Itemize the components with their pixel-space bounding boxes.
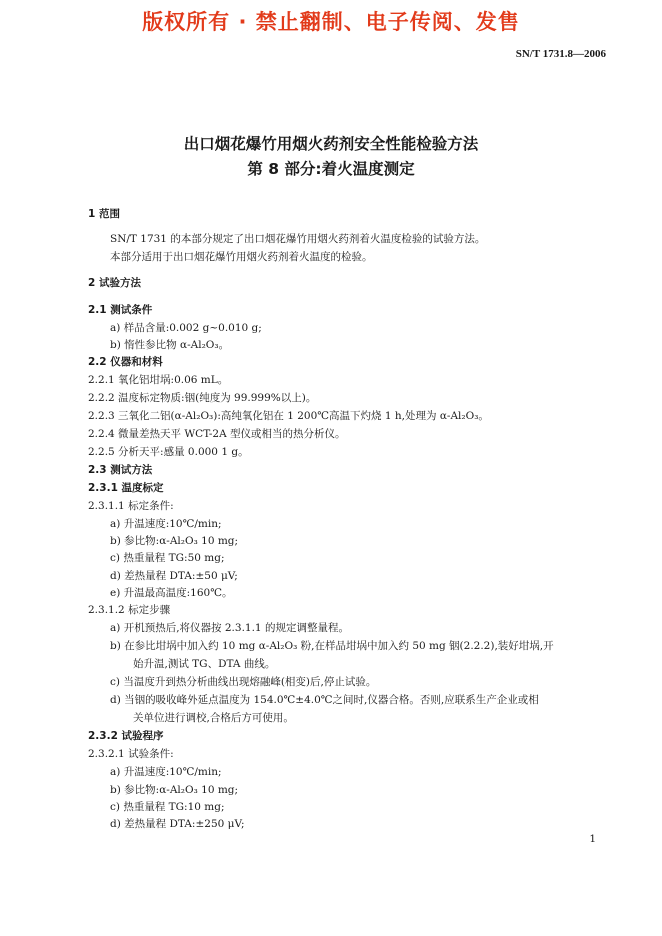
list-item: b) 惰性参比物 α-Al₂O₃。 xyxy=(110,339,230,351)
list-item: c) 热重量程 TG:10 mg; xyxy=(110,801,225,813)
subsection-heading: 2.1 测试条件 xyxy=(88,304,153,316)
list-item: d) 当铟的吸收峰外延点温度为 154.0℃±4.0℃之间时,仪器合格。否则,应联系生产企业或相 xyxy=(110,694,539,706)
list-item: c) 当温度升到热分析曲线出现熔融峰(相变)后,停止试验。 xyxy=(110,676,377,688)
list-item: c) 热重量程 TG:50 mg; xyxy=(110,552,225,564)
clause: 2.3.1.1 标定条件: xyxy=(88,500,174,512)
subsection-heading: 2.3.2 试验程序 xyxy=(88,730,164,742)
section-heading: 2 试验方法 xyxy=(88,277,141,289)
list-item: d) 差热量程 DTA:±50 μV; xyxy=(110,570,238,582)
list-item-continuation: 始升温,测试 TG、DTA 曲线。 xyxy=(133,658,276,670)
document-title: 出口烟花爆竹用烟火药剂安全性能检验方法 xyxy=(183,135,479,153)
paragraph: SN/T 1731 的本部分规定了出口烟花爆竹用烟火药剂着火温度检验的试验方法。 xyxy=(110,233,486,245)
subsection-heading: 2.3 测试方法 xyxy=(88,464,153,476)
list-item: b) 在参比坩埚中加入约 10 mg α-Al₂O₃ 粉,在样品坩埚中加入约 50 mg 铟(2.2.2),装好坩埚,开 xyxy=(110,640,554,652)
clause: 2.3.1.2 标定步骤 xyxy=(88,604,171,616)
list-item: a) 升温速度:10℃/min; xyxy=(110,518,222,530)
subsection-heading: 2.2 仪器和材料 xyxy=(88,356,163,368)
list-item: a) 开机预热后,将仪器按 2.3.1.1 的规定调整量程。 xyxy=(110,622,349,634)
copyright-watermark: 版权所有 · 禁止翻制、电子传阅、发售 xyxy=(142,10,520,34)
list-item: b) 参比物:α-Al₂O₃ 10 mg; xyxy=(110,784,239,796)
standard-code: SN/T 1731.8—2006 xyxy=(515,48,606,60)
list-item: e) 升温最高温度:160℃。 xyxy=(110,587,233,599)
clause: 2.2.3 三氧化二铝(α-Al₂O₃):高纯氧化铝在 1 200℃高温下灼烧 1 h,处理为 α-Al₂O₃。 xyxy=(88,410,489,422)
clause: 2.2.5 分析天平:感量 0.000 1 g。 xyxy=(88,446,249,458)
clause: 2.3.2.1 试验条件: xyxy=(88,748,174,760)
list-item: a) 升温速度:10℃/min; xyxy=(110,766,222,778)
document-subtitle: 第 8 部分:着火温度测定 xyxy=(247,160,415,178)
list-item: d) 差热量程 DTA:±250 μV; xyxy=(110,818,245,830)
section-heading: 1 范围 xyxy=(88,208,120,220)
clause: 2.2.2 温度标定物质:铟(纯度为 99.999%以上)。 xyxy=(88,392,317,404)
paragraph: 本部分适用于出口烟花爆竹用烟火药剂着火温度的检验。 xyxy=(110,251,373,263)
clause: 2.2.4 微量差热天平 WCT-2A 型仪或相当的热分析仪。 xyxy=(88,428,346,440)
list-item-continuation: 关单位进行调校,合格后方可使用。 xyxy=(133,712,294,724)
list-item: b) 参比物:α-Al₂O₃ 10 mg; xyxy=(110,535,239,547)
clause: 2.2.1 氧化铝坩埚:0.06 mL。 xyxy=(88,374,229,386)
page-number: 1 xyxy=(589,833,596,845)
list-item: a) 样品含量:0.002 g~0.010 g; xyxy=(110,322,262,334)
subsection-heading: 2.3.1 温度标定 xyxy=(88,482,164,494)
